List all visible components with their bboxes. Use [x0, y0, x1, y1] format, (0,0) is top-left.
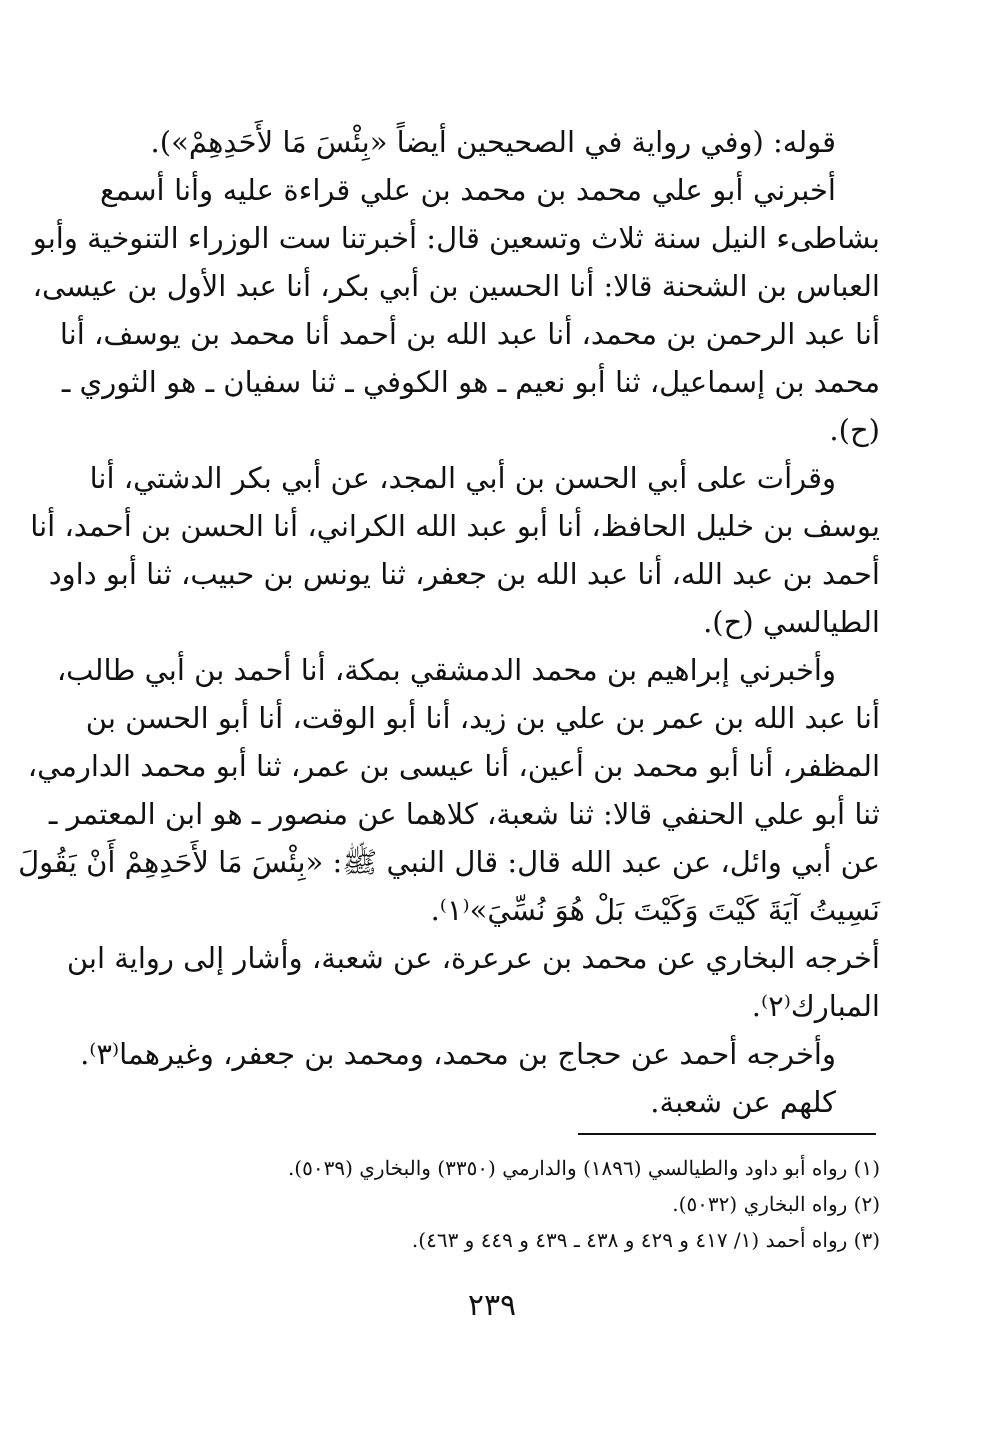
text-line: العباس بن الشحنة قالا: أنا الحسين بن أبي بكر، أنا عبد الأول بن عيسى،	[32, 269, 880, 303]
page-number: ٢٣٩	[467, 1288, 517, 1323]
text-line: أحمد بن عبد الله، أنا عبد الله بن جعفر، ثنا يونس بن حبيب، ثنا أبو داود	[48, 557, 880, 591]
footnotes	[100, 1150, 880, 1258]
text-line: محمد بن إسماعيل، ثنا أبو نعيم ـ هو الكوفي ـ ثنا سفيان ـ هو الثوري ـ	[61, 365, 880, 399]
text-line: المظفر، أنا أبو محمد بن أعين، أنا عيسى بن عمر، ثنا أبو محمد الدارمي،	[27, 749, 880, 783]
footnote-divider	[578, 1133, 876, 1135]
text-line: وأخرجه أحمد عن حجاج بن محمد، ومحمد بن جعفر، وغيرهما⁽٣⁾.	[80, 1037, 836, 1071]
text-line: عن أبي وائل، عن عبد الله قال: قال النبي ﷺ: «بِئْسَ مَا لأَحَدِهِمْ أَنْ يَقُولَ	[18, 845, 880, 879]
main-text	[18, 118, 880, 1126]
text-line: وقرأت على أبي الحسن بن أبي المجد، عن أبي بكر الدشتي، أنا	[89, 461, 836, 495]
text-line: وأخبرني إبراهيم بن محمد الدمشقي بمكة، أنا أحمد بن أبي طالب،	[56, 653, 836, 687]
footnote-2: (٢) رواه البخاري (٥٠٣٢).	[672, 1192, 880, 1216]
text-line: نَسِيتُ آيَةَ كَيْتَ وَكَيْتَ بَلْ هُوَ نُسِّيَ»⁽١⁾.	[430, 893, 880, 927]
text-line: كلهم عن شعبة.	[650, 1085, 836, 1119]
footnote-3: (٣) رواه أحمد (١/ ٤١٧ و ٤٢٩ و ٤٣٨ ـ ٤٣٩ و ٤٤٩ و ٤٦٣).	[411, 1228, 880, 1252]
text-line: بشاطىء النيل سنة ثلاث وتسعين قال: أخبرتنا ست الوزراء التنوخية وأبو	[32, 221, 880, 255]
text-line: يوسف بن خليل الحافظ، أنا أبو عبد الله الكراني، أنا الحسن بن أحمد، أنا	[30, 509, 880, 543]
text-line: (ح).	[829, 413, 880, 447]
text-line: أنا عبد الله بن عمر بن علي بن زيد، أنا أبو الوقت، أنا أبو الحسن بن	[85, 701, 880, 735]
text-line: المبارك⁽٢⁾.	[751, 989, 880, 1023]
footnote-1: (١) رواه أبو داود والطيالسي (١٨٩٦) والدارمي (٣٣٥٠) والبخاري (٥٠٣٩).	[287, 1156, 880, 1180]
text-line: الطيالسي (ح).	[703, 605, 880, 639]
text-line: أخبرني أبو علي محمد بن محمد بن علي قراءة عليه وأنا أسمع	[100, 173, 836, 207]
text-line: قوله: (وفي رواية في الصحيحين أيضاً «بِئْسَ مَا لأَحَدِهِمْ»).	[150, 125, 836, 159]
text-line: أخرجه البخاري عن محمد بن عرعرة، عن شعبة، وأشار إلى رواية ابن	[66, 941, 880, 975]
text-line: ثنا أبو علي الحنفي قالا: ثنا شعبة، كلاهما عن منصور ـ هو ابن المعتمر ـ	[48, 797, 880, 831]
text-line: أنا عبد الرحمن بن محمد، أنا عبد الله بن أحمد أنا محمد بن يوسف، أنا	[59, 317, 880, 351]
